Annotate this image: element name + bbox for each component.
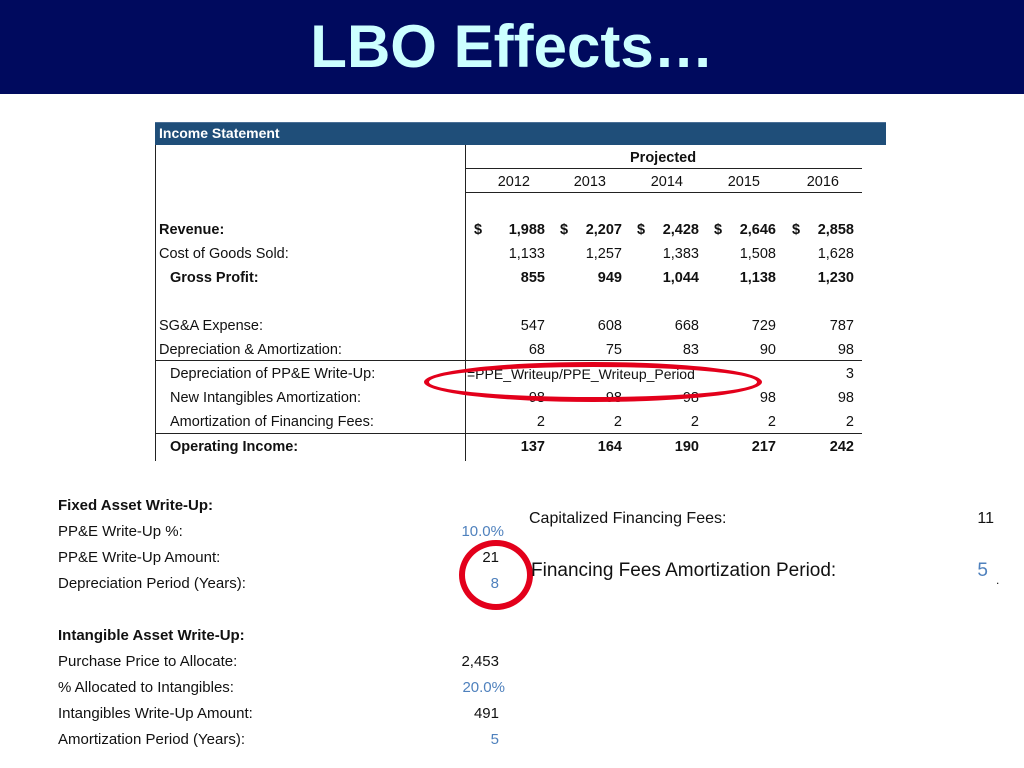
- currency-sign: $: [637, 222, 646, 238]
- projected-underline: [465, 168, 862, 169]
- fixed-asset-title: Fixed Asset Write-Up:: [58, 497, 214, 514]
- cell-sga: 787: [829, 318, 854, 334]
- intangibles-amount-value: 491: [473, 705, 499, 722]
- capitalized-fees-value: 11: [977, 510, 994, 527]
- pct-intangibles-label: % Allocated to Intangibles:: [58, 679, 234, 696]
- fees-amortization-period-label: Financing Fees Amortization Period:: [531, 560, 837, 581]
- cell-intangibles: 98: [605, 390, 622, 406]
- cell-intangibles: 98: [837, 390, 854, 406]
- slide-title: LBO Effects…: [310, 13, 714, 80]
- operating-top-line: [155, 433, 862, 434]
- cell-gross-profit: 1,044: [662, 270, 699, 286]
- cell-gross-profit: 855: [520, 270, 545, 286]
- row-label-sga: SG&A Expense:: [159, 318, 263, 334]
- cell-cogs: 1,383: [662, 246, 699, 262]
- years-underline: [465, 192, 862, 193]
- adjustments-left-line: [155, 360, 156, 433]
- trailing-dot: .: [996, 573, 1000, 587]
- ppe-writeup-pct-value: 10.0%: [461, 523, 504, 540]
- cell-sga: 547: [520, 318, 545, 334]
- formula-cell[interactable]: =PPE_Writeup/PPE_Writeup_Period: [467, 366, 695, 382]
- cell-revenue: 2,646: [739, 222, 776, 238]
- capitalized-fees-label: Capitalized Financing Fees:: [529, 510, 727, 527]
- cell-gross-profit: 1,230: [817, 270, 854, 286]
- cell-da: 98: [837, 342, 854, 358]
- cell-revenue: 2,428: [662, 222, 699, 238]
- intangibles-amount-label: Intangibles Write-Up Amount:: [58, 705, 253, 722]
- cell-intangibles: 98: [682, 390, 699, 406]
- income-statement-header: [155, 122, 886, 145]
- cell-revenue: 2,207: [585, 222, 622, 238]
- intangible-asset-title: Intangible Asset Write-Up:: [58, 627, 245, 644]
- cell-sga: 729: [751, 318, 776, 334]
- row-label-intangibles: New Intangibles Amortization:: [170, 390, 362, 406]
- cell-operating-income: 217: [751, 439, 776, 455]
- purchase-price-label: Purchase Price to Allocate:: [58, 653, 238, 670]
- writeup-highlight-ellipse: [459, 540, 533, 610]
- income-statement-title: Income Statement: [159, 125, 280, 141]
- cell-intangibles: 98: [759, 390, 776, 406]
- projected-label: Projected: [630, 150, 697, 166]
- cell-cogs: 1,628: [817, 246, 854, 262]
- row-label-ppe-depreciation: Depreciation of PP&E Write-Up:: [170, 366, 376, 382]
- ppe-writeup-amount-value: 21: [482, 549, 499, 566]
- cell-da: 83: [682, 342, 699, 358]
- cell-intangibles: 98: [528, 390, 545, 406]
- year-header: 2013: [573, 174, 606, 190]
- title-banner: [0, 0, 1024, 94]
- amortization-period-label: Amortization Period (Years):: [58, 731, 246, 748]
- cell-sga: 668: [674, 318, 699, 334]
- income-statement: [155, 120, 888, 461]
- cell-ppe-depreciation: 3: [845, 366, 854, 382]
- adjustments-top-line: [155, 360, 862, 361]
- cell-da: 68: [528, 342, 545, 358]
- currency-sign: $: [560, 222, 569, 238]
- ppe-writeup-pct-label: PP&E Write-Up %:: [58, 523, 183, 540]
- row-label-cogs: Cost of Goods Sold:: [159, 246, 289, 262]
- cell-financing-fees: 2: [690, 414, 699, 430]
- year-header: 2016: [806, 174, 839, 190]
- cell-financing-fees: 2: [845, 414, 854, 430]
- cell-operating-income: 242: [829, 439, 854, 455]
- purchase-price-value: 2,453: [461, 653, 499, 670]
- formula-highlight-ellipse: [424, 362, 762, 402]
- cell-operating-income: 190: [674, 439, 699, 455]
- cell-da: 75: [605, 342, 622, 358]
- cell-revenue: 2,858: [817, 222, 854, 238]
- cell-revenue: 1,988: [508, 222, 545, 238]
- row-label-operating-income: Operating Income:: [170, 439, 299, 455]
- fees-amortization-period-value: 5: [977, 560, 988, 581]
- currency-sign: $: [792, 222, 801, 238]
- cell-financing-fees: 2: [536, 414, 545, 430]
- currency-sign: $: [714, 222, 723, 238]
- row-label-financing-fees: Amortization of Financing Fees:: [170, 414, 374, 430]
- row-label-revenue: Revenue:: [159, 222, 225, 238]
- cell-cogs: 1,508: [739, 246, 776, 262]
- cell-gross-profit: 949: [597, 270, 622, 286]
- year-header: 2014: [650, 174, 683, 190]
- year-header: 2015: [727, 174, 760, 190]
- cell-gross-profit: 1,138: [739, 270, 776, 286]
- cell-cogs: 1,257: [585, 246, 622, 262]
- row-label-gross-profit: Gross Profit:: [170, 270, 259, 286]
- ppe-writeup-amount-label: PP&E Write-Up Amount:: [58, 549, 221, 566]
- cell-operating-income: 137: [520, 439, 545, 455]
- cell-operating-income: 164: [597, 439, 622, 455]
- cell-da: 90: [759, 342, 776, 358]
- pct-intangibles-value: 20.0%: [462, 679, 505, 696]
- amortization-period-value: 5: [490, 731, 499, 748]
- depreciation-period-value: 8: [490, 575, 499, 592]
- cell-financing-fees: 2: [613, 414, 622, 430]
- year-header: 2012: [497, 174, 530, 190]
- cell-financing-fees: 2: [767, 414, 776, 430]
- cell-sga: 608: [597, 318, 622, 334]
- depreciation-period-label: Depreciation Period (Years):: [58, 575, 246, 592]
- cell-cogs: 1,133: [508, 246, 545, 262]
- currency-sign: $: [474, 222, 483, 238]
- row-label-da: Depreciation & Amortization:: [159, 342, 342, 358]
